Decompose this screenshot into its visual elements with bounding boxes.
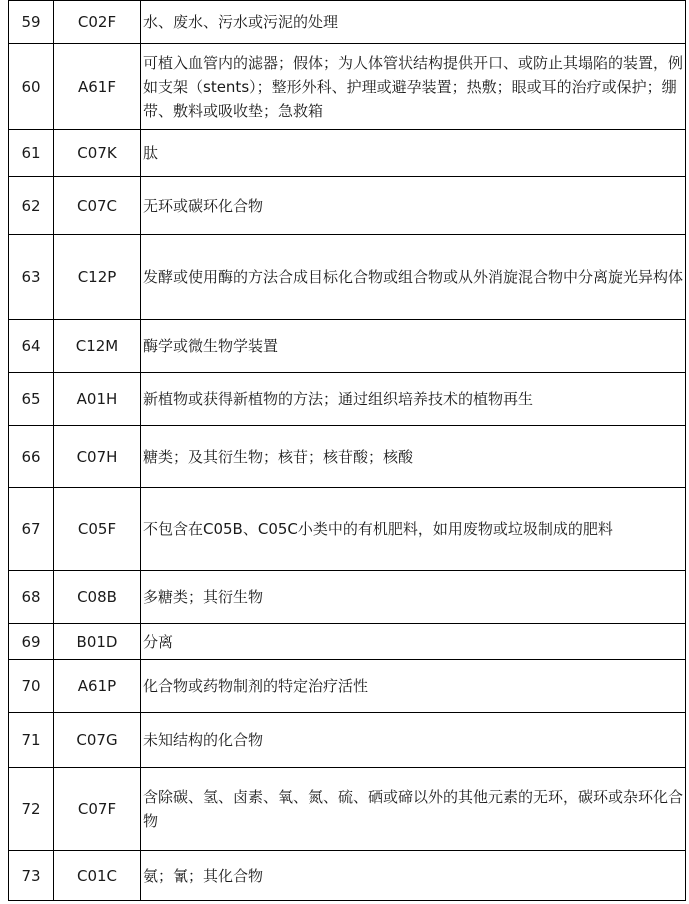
ipc-description: 多糖类；其衍生物 <box>141 571 686 624</box>
ipc-code: C07C <box>54 177 141 235</box>
ipc-description: 水、废水、污水或污泥的处理 <box>141 1 686 44</box>
row-number: 70 <box>9 660 54 713</box>
ipc-description: 含除碳、氢、卤素、氧、氮、硫、硒或碲以外的其他元素的无环，碳环或杂环化合物 <box>141 768 686 851</box>
ipc-code: C01C <box>54 851 141 901</box>
row-number: 69 <box>9 624 54 660</box>
ipc-code: C07K <box>54 130 141 177</box>
row-number: 68 <box>9 571 54 624</box>
ipc-code: C07H <box>54 426 141 488</box>
table-row <box>9 426 686 488</box>
table-row <box>9 768 686 851</box>
table-row <box>9 660 686 713</box>
table-row <box>9 624 686 660</box>
table-row <box>9 488 686 571</box>
table-row <box>9 320 686 373</box>
table-row <box>9 235 686 320</box>
ipc-description: 分离 <box>141 624 686 660</box>
row-number: 67 <box>9 488 54 571</box>
ipc-description: 发酵或使用酶的方法合成目标化合物或组合物或从外消旋混合物中分离旋光异构体 <box>141 235 686 320</box>
row-number: 60 <box>9 44 54 130</box>
ipc-code: C07G <box>54 713 141 768</box>
ipc-description: 酶学或微生物学装置 <box>141 320 686 373</box>
table-row <box>9 1 686 44</box>
table-row <box>9 44 686 130</box>
row-number: 73 <box>9 851 54 901</box>
ipc-description: 氨；氰；其化合物 <box>141 851 686 901</box>
ipc-code: C08B <box>54 571 141 624</box>
ipc-classification-table <box>8 0 686 901</box>
ipc-description: 不包含在C05B、C05C小类中的有机肥料，如用废物或垃圾制成的肥料 <box>141 488 686 571</box>
row-number: 71 <box>9 713 54 768</box>
ipc-code: C02F <box>54 1 141 44</box>
ipc-code: A61P <box>54 660 141 713</box>
row-number: 61 <box>9 130 54 177</box>
ipc-description: 化合物或药物制剂的特定治疗活性 <box>141 660 686 713</box>
ipc-description: 糖类；及其衍生物；核苷；核苷酸；核酸 <box>141 426 686 488</box>
row-number: 65 <box>9 373 54 426</box>
ipc-description: 肽 <box>141 130 686 177</box>
ipc-code: C05F <box>54 488 141 571</box>
table-row <box>9 177 686 235</box>
row-number: 64 <box>9 320 54 373</box>
ipc-code: A01H <box>54 373 141 426</box>
row-number: 59 <box>9 1 54 44</box>
ipc-description: 新植物或获得新植物的方法；通过组织培养技术的植物再生 <box>141 373 686 426</box>
ipc-code: C07F <box>54 768 141 851</box>
ipc-code: B01D <box>54 624 141 660</box>
table-row <box>9 713 686 768</box>
table-row <box>9 130 686 177</box>
table-row <box>9 571 686 624</box>
row-number: 62 <box>9 177 54 235</box>
table-row <box>9 851 686 901</box>
row-number: 72 <box>9 768 54 851</box>
ipc-code: C12M <box>54 320 141 373</box>
ipc-description: 未知结构的化合物 <box>141 713 686 768</box>
row-number: 66 <box>9 426 54 488</box>
ipc-code: A61F <box>54 44 141 130</box>
ipc-description: 可植入血管内的滤器；假体；为人体管状结构提供开口、或防止其塌陷的装置，例如支架（stents）；整形外科、护理或避孕装置；热敷；眼或耳的治疗或保护；绷带、敷料或吸收垫；急救箱 <box>141 44 686 130</box>
ipc-description: 无环或碳环化合物 <box>141 177 686 235</box>
row-number: 63 <box>9 235 54 320</box>
table-row <box>9 373 686 426</box>
ipc-code: C12P <box>54 235 141 320</box>
